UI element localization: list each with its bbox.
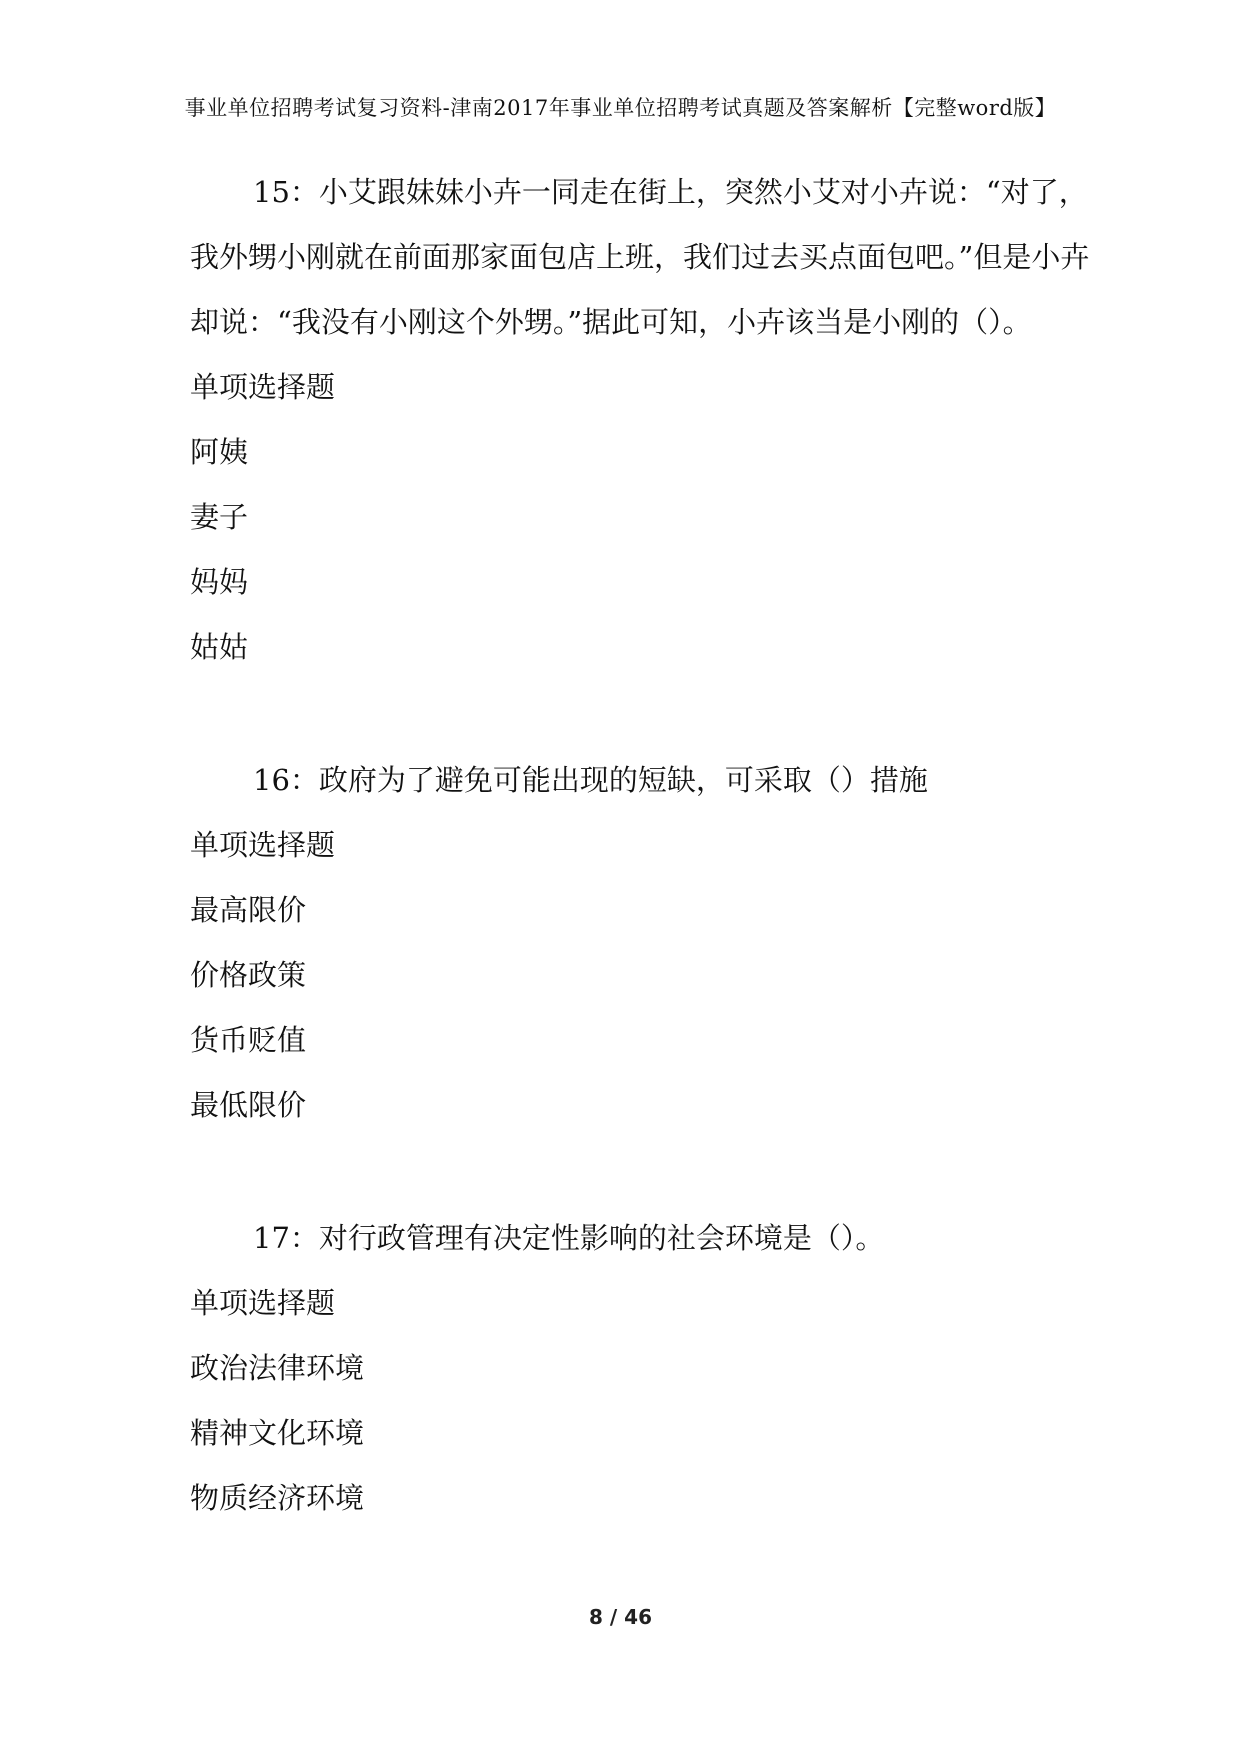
option: 最高限价 — [190, 893, 307, 927]
page-header: 事业单位招聘考试复习资料-津南2017年事业单位招聘考试真题及答案解析【完整word版】 — [184, 96, 1057, 120]
option: 精神文化环境 — [190, 1416, 365, 1450]
question-type: 单项选择题 — [190, 1286, 336, 1320]
question-type: 单项选择题 — [190, 828, 336, 862]
question-stem: 17：对行政管理有决定性影响的社会环境是（）。 — [253, 1221, 885, 1255]
question-17 — [190, 1206, 1090, 1531]
option: 物质经济环境 — [190, 1481, 365, 1515]
option: 价格政策 — [190, 958, 307, 992]
option: 妻子 — [190, 500, 249, 534]
document-body — [190, 160, 1090, 1599]
question-stem: 15：小艾跟妹妹小卉一同走在街上，突然小艾对小卉说：“对了，我外甥小刚就在前面那家面包店上班，我们过去买点面包吧。”但是小卉却说：“我没有小刚这个外甥。”据此可知，小卉该当是小刚的（）。 — [190, 175, 1090, 339]
page-number: 8 / 46 — [589, 1605, 652, 1629]
option: 阿姨 — [190, 435, 249, 469]
option: 政治法律环境 — [190, 1351, 365, 1385]
question-type: 单项选择题 — [190, 370, 336, 404]
option: 姑姑 — [190, 630, 249, 664]
option: 最低限价 — [190, 1088, 307, 1122]
question-15 — [190, 160, 1090, 680]
option: 妈妈 — [190, 565, 249, 599]
question-16 — [190, 748, 1090, 1138]
question-stem: 16：政府为了避免可能出现的短缺，可采取（）措施 — [253, 763, 928, 797]
option: 货币贬值 — [190, 1023, 307, 1057]
